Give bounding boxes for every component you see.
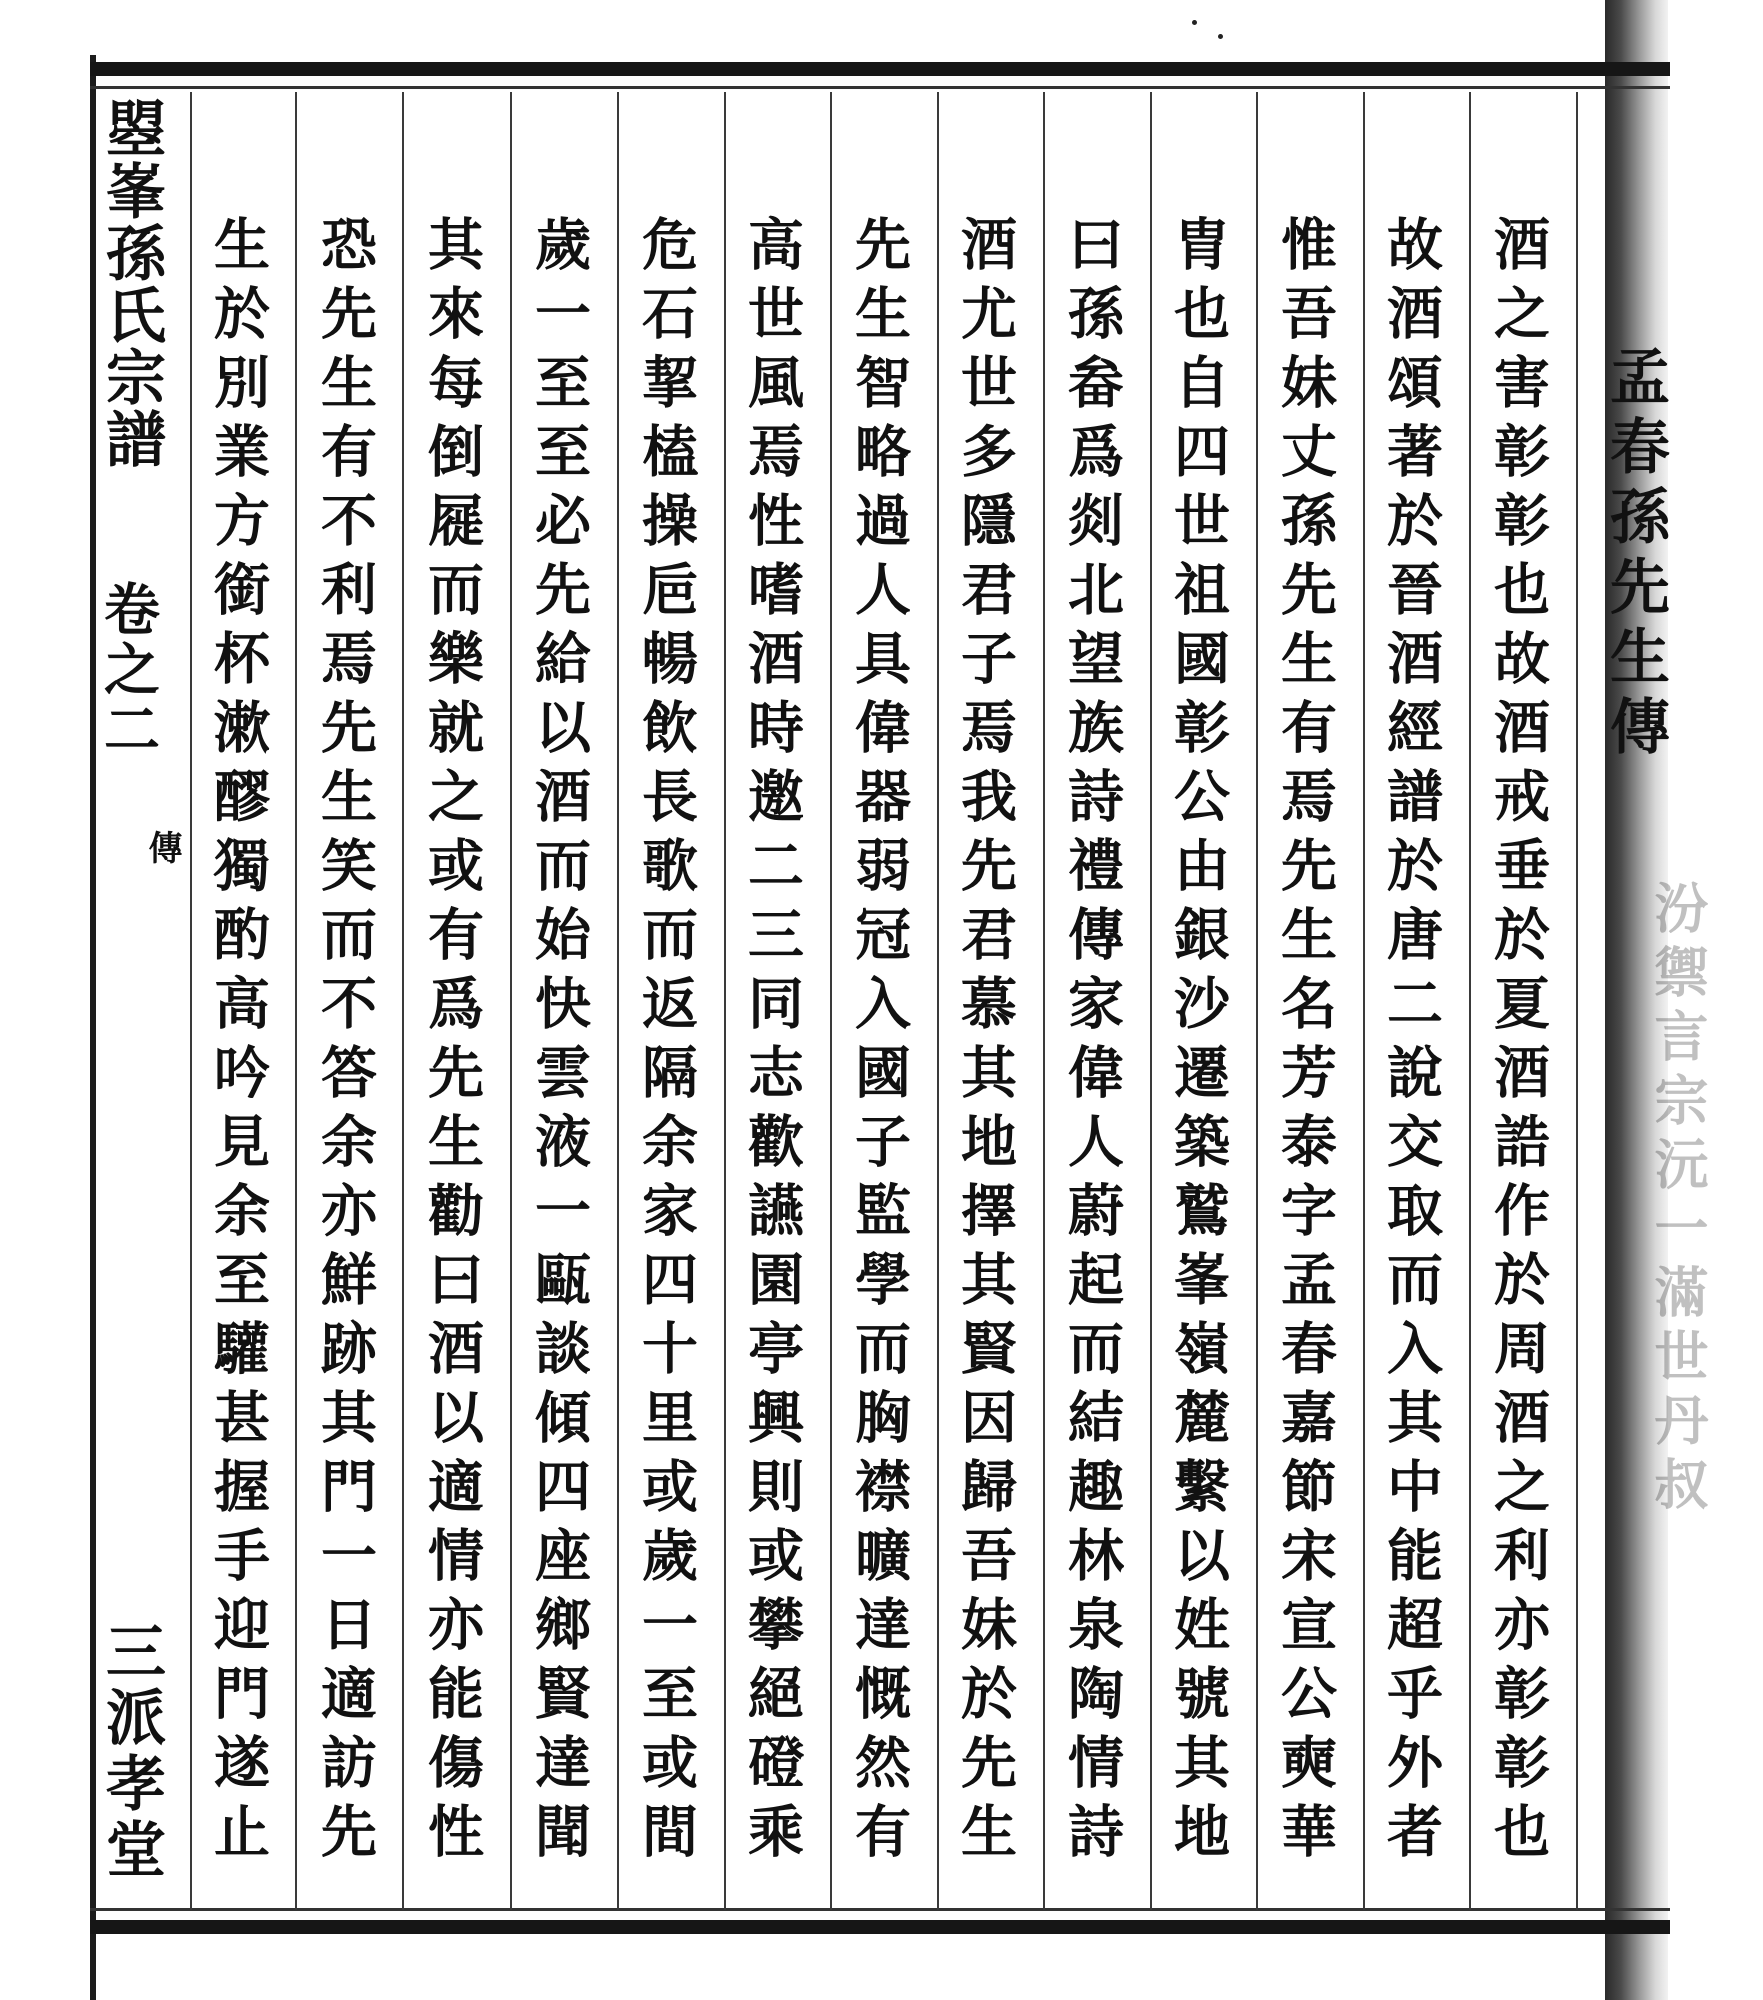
- top-frame-rule: [90, 62, 1670, 76]
- text-column-12: 恐先生有不利焉先生笑而不答余亦鮮跡其門一日適訪先: [312, 215, 378, 1871]
- text-column-6: 酒尤世多隱君子焉我先君慕其地擇其賢因歸吾妹於先生: [952, 215, 1018, 1871]
- column-rule: [295, 92, 297, 1910]
- ink-speck: [1192, 20, 1197, 25]
- text-column-5: 曰孫畚爲剡北望族詩禮傳家偉人蔚起而結趣林泉陶情詩: [1059, 215, 1125, 1871]
- bleed-through-text: 汾禦言宗沅一滿世丹叔: [1646, 880, 1710, 1520]
- column-rule: [617, 92, 619, 1910]
- bottom-frame-rule: [90, 1920, 1670, 1934]
- column-rule: [1256, 92, 1258, 1910]
- bottom-frame-inner-rule: [90, 1908, 1670, 1911]
- ink-speck: [1218, 34, 1223, 39]
- column-rule: [402, 92, 404, 1910]
- column-rule: [1469, 92, 1471, 1910]
- text-column-4: 胄也自四世祖國彰公由銀沙遷築鷲峯嶺麓繫以姓號其地: [1165, 215, 1231, 1871]
- column-rule: [1150, 92, 1152, 1910]
- section-label: 傳: [142, 830, 182, 864]
- volume-label: 卷之二: [95, 580, 161, 760]
- text-column-9: 危石挈榼操巵暢飲長歌而返隔余家四十里或歲一至或間: [633, 215, 699, 1871]
- column-rule: [724, 92, 726, 1910]
- text-column-7: 先生智略過人具偉器弱冠入國子監學而胸襟曠達慨然有: [846, 215, 912, 1871]
- column-rule: [510, 92, 512, 1910]
- text-column-8: 高世風焉性嗜酒時邀二三同志歡讌園亭興則或攀絕磴乘: [739, 215, 805, 1871]
- text-column-11: 其來每倒屣而樂就之或有爲先生勸曰酒以適情亦能傷性: [419, 215, 485, 1871]
- hall-name: 三派孝堂: [96, 1620, 166, 1884]
- column-rule: [1576, 92, 1578, 1910]
- column-rule: [937, 92, 939, 1910]
- text-column-13: 生於別業方銜杯漱醪獨酌高吟見余至驩甚握手迎門遂止: [205, 215, 271, 1871]
- column-rule: [1363, 92, 1365, 1910]
- column-rule: [190, 92, 192, 1910]
- column-rule: [830, 92, 832, 1910]
- text-column-10: 歲一至至必先給以酒而始快雲液一甌談傾四座鄉賢達聞: [526, 215, 592, 1871]
- genealogy-title: 曌峯孫氏宗譜: [96, 98, 166, 470]
- text-column-3: 惟吾妹丈孫先生有焉先生名芳泰字孟春嘉節宋宣公奭華: [1272, 215, 1338, 1871]
- scan-margin: [0, 0, 90, 2000]
- text-column-1: 酒之害彰彰也故酒戒垂於夏酒誥作於周酒之利亦彰彰也: [1485, 215, 1551, 1871]
- top-frame-inner-rule: [90, 86, 1670, 89]
- text-column-2: 故酒頌著於晉酒經譜於唐二說交取而入其中能超乎外者: [1378, 215, 1444, 1871]
- biography-heading: 孟春孫先生傳: [1600, 345, 1670, 765]
- column-rule: [1043, 92, 1045, 1910]
